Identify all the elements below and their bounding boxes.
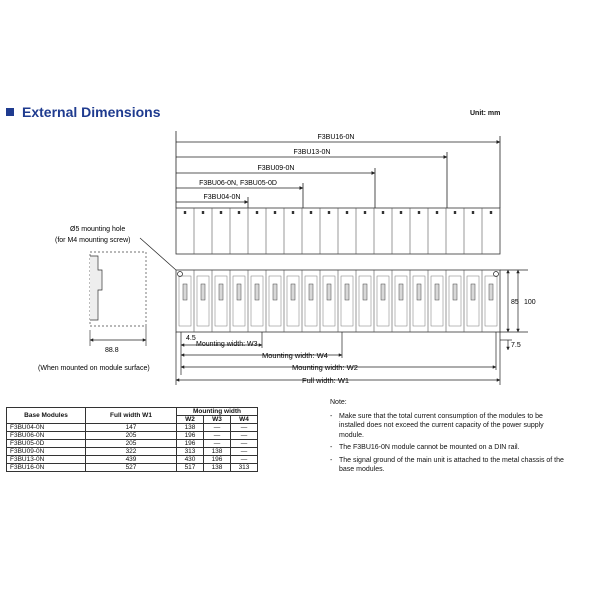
front-slot-pin-block — [345, 284, 349, 300]
hole-leader-line — [140, 238, 176, 270]
header-full-width: Full width W1 — [86, 408, 177, 424]
header-w4: W4 — [231, 416, 258, 424]
header-mounting-width: Mounting width — [177, 408, 258, 416]
dim-100: 100 — [524, 299, 536, 306]
cell-w1: 147 — [86, 424, 177, 432]
top-slot-tab — [346, 211, 348, 214]
front-slot-pin-block — [489, 284, 493, 300]
cell-module: F3BU09-0N — [7, 448, 86, 456]
top-slot-tab — [436, 211, 438, 214]
top-slot-tab — [418, 211, 420, 214]
front-slot-pin-block — [417, 284, 421, 300]
table-row — [7, 424, 258, 432]
cell-w4: — — [231, 440, 258, 448]
top-slot-tab — [364, 211, 366, 214]
front-slot-pin-block — [471, 284, 475, 300]
top-slot-tab — [220, 211, 222, 214]
cell-w2: 196 — [177, 440, 204, 448]
front-slot-pin-block — [291, 284, 295, 300]
unit-label: Unit: mm — [470, 110, 501, 117]
front-slot-pin-block — [219, 284, 223, 300]
cell-w2: 138 — [177, 424, 204, 432]
hole-label-sub: (for M4 mounting screw) — [55, 237, 131, 244]
w4-label: Mounting width: W4 — [262, 351, 328, 360]
notes-list — [330, 412, 570, 475]
heading-text: External Dimensions — [22, 104, 161, 120]
front-slot-pin-block — [363, 284, 367, 300]
cell-w4: — — [231, 432, 258, 440]
hole-label: Ø5 mounting hole — [70, 226, 126, 233]
cell-w4: — — [231, 448, 258, 456]
front-slot-pin-block — [309, 284, 313, 300]
model-label-f3bu13: F3BU13-0N — [293, 149, 331, 156]
w3-label: Mounting width: W3 — [196, 341, 258, 348]
front-slot-pin-block — [399, 284, 403, 300]
cell-module: F3BU13-0N — [7, 456, 86, 464]
note-item: - Make sure that the total current consumption of the modules to be installed does not exceed the current capacity of the power supply module. — [330, 412, 570, 441]
dimensions-table — [6, 407, 258, 472]
cell-w1: 439 — [86, 456, 177, 464]
cell-w3: 138 — [204, 464, 231, 472]
front-slot-pin-block — [435, 284, 439, 300]
cell-w4: — — [231, 424, 258, 432]
front-slot-pin-block — [183, 284, 187, 300]
front-slot-pin-block — [201, 284, 205, 300]
dim-85: 85 — [511, 299, 519, 306]
surface-note: (When mounted on module surface) — [38, 365, 150, 372]
top-slot-tab — [490, 211, 492, 214]
cell-w1: 527 — [86, 464, 177, 472]
cell-w1: 205 — [86, 432, 177, 440]
top-slot-tab — [256, 211, 258, 214]
cell-w3: 196 — [204, 456, 231, 464]
notes-title: Note: — [330, 399, 347, 406]
note-item: - The signal ground of the main unit is attached to the metal chassis of the base modules. — [330, 456, 570, 475]
model-label-f3bu09: F3BU09-0N — [257, 165, 295, 172]
cell-w2: 313 — [177, 448, 204, 456]
top-slot-tab — [400, 211, 402, 214]
top-slot-tab — [238, 211, 240, 214]
cell-module: F3BU04-0N — [7, 424, 86, 432]
note-item: - The F3BU16-0N module cannot be mounted on a DIN rail. — [330, 443, 570, 453]
notes-block — [330, 398, 570, 478]
top-slot-tab — [202, 211, 204, 214]
front-slot-pin-block — [237, 284, 241, 300]
header-base-modules: Base Modules — [7, 408, 86, 424]
cell-w1: 322 — [86, 448, 177, 456]
cell-module: F3BU16-0N — [7, 464, 86, 472]
cell-w2: 430 — [177, 456, 204, 464]
cell-w4: 313 — [231, 464, 258, 472]
depth-label: 88.8 — [105, 347, 119, 354]
model-label-f3bu06: F3BU06-0N, F3BU05-0D — [199, 180, 277, 187]
front-slot-pin-block — [255, 284, 259, 300]
model-label-f3bu04: F3BU04-0N — [203, 194, 241, 201]
cell-module: F3BU05-0D — [7, 440, 86, 448]
top-slot-tab — [328, 211, 330, 214]
front-slot-pin-block — [327, 284, 331, 300]
top-view-slots — [184, 208, 492, 254]
front-slot-pin-block — [453, 284, 457, 300]
model-label-f3bu16: F3BU16-0N — [317, 134, 355, 141]
cell-module: F3BU06-0N — [7, 432, 86, 440]
table-row — [7, 432, 258, 440]
top-slot-tab — [292, 211, 294, 214]
cell-w2: 196 — [177, 432, 204, 440]
front-slot-pin-block — [273, 284, 277, 300]
table-row — [7, 448, 258, 456]
w2-label: Mounting width: W2 — [292, 363, 358, 372]
cell-w3: — — [204, 424, 231, 432]
front-slot-pin-block — [381, 284, 385, 300]
cell-w1: 205 — [86, 440, 177, 448]
side-view — [90, 252, 146, 346]
height-dimensions — [500, 270, 528, 350]
cell-w3: — — [204, 440, 231, 448]
cell-w3: — — [204, 432, 231, 440]
table-row — [7, 440, 258, 448]
dim-4-5: 4.5 — [186, 335, 196, 342]
cell-w2: 517 — [177, 464, 204, 472]
w1-label: Full width: W1 — [302, 376, 350, 385]
top-slot-tab — [382, 211, 384, 214]
top-slot-tab — [184, 211, 186, 214]
top-slot-tab — [472, 211, 474, 214]
cell-w3: 138 — [204, 448, 231, 456]
dim-7-5: 7.5 — [511, 342, 521, 349]
table-row — [7, 464, 258, 472]
header-w2: W2 — [177, 416, 204, 424]
header-w3: W3 — [204, 416, 231, 424]
cell-w4: — — [231, 456, 258, 464]
top-slot-tab — [274, 211, 276, 214]
top-slot-tab — [454, 211, 456, 214]
top-slot-tab — [310, 211, 312, 214]
table-row — [7, 456, 258, 464]
